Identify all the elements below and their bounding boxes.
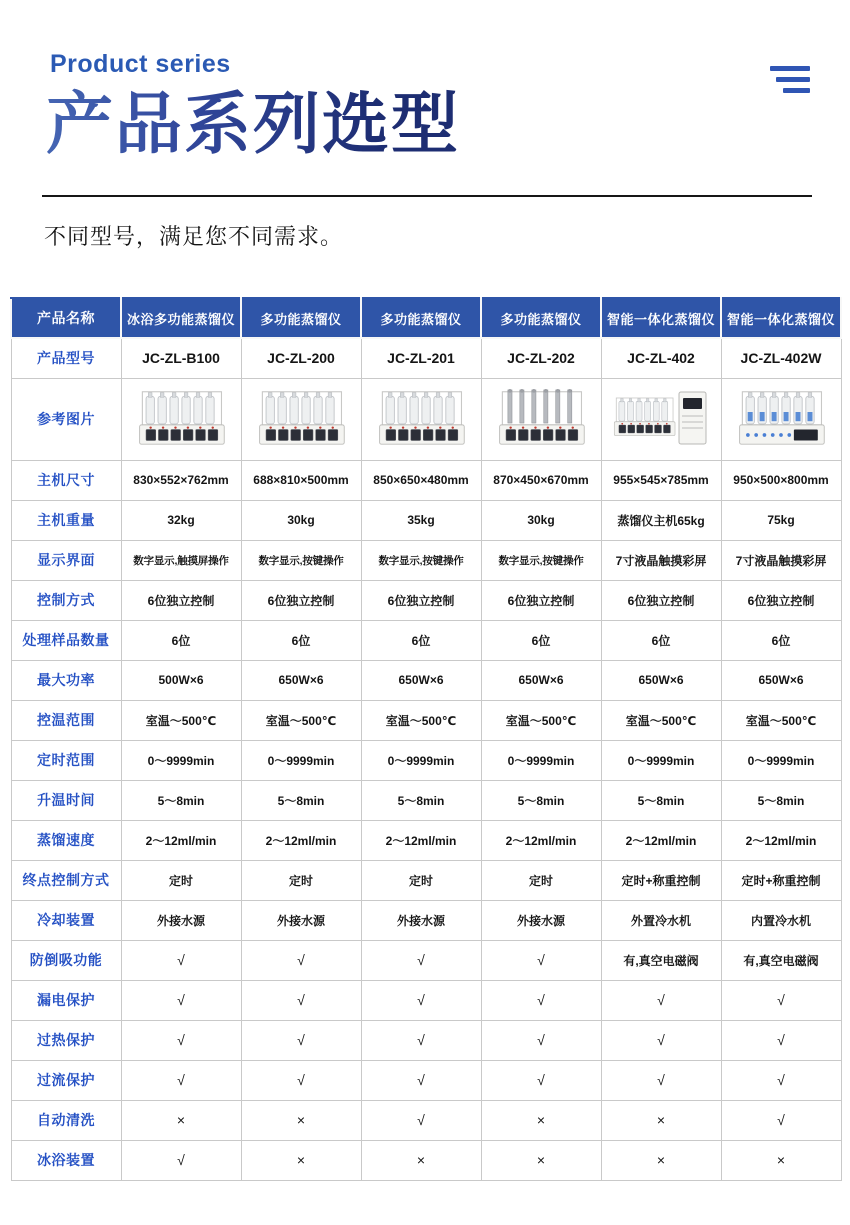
table-cell: 650W×6	[241, 660, 361, 700]
table-cell: √	[481, 1060, 601, 1100]
column-header: 多功能蒸馏仪	[361, 298, 481, 338]
page-subtitle: 不同型号，满足您不同需求。	[44, 224, 344, 249]
table-cell: √	[361, 1020, 481, 1060]
table-cell: 有,真空电磁阀	[601, 940, 721, 980]
table-cell: 850×650×480mm	[361, 460, 481, 500]
row-label: 最大功率	[11, 660, 121, 700]
table-cell: 内置冷水机	[721, 900, 841, 940]
column-header: 冰浴多功能蒸馏仪	[121, 298, 241, 338]
row-label: 自动清洗	[11, 1100, 121, 1140]
row-label: 主机尺寸	[11, 460, 121, 500]
multifunction-distiller-photo	[371, 386, 471, 452]
table-cell: 35kg	[361, 500, 481, 540]
table-cell: JC-ZL-B100	[121, 338, 241, 378]
product-table-head	[11, 298, 841, 338]
table-cell: 外接水源	[241, 900, 361, 940]
column-header: 智能一体化蒸馏仪	[721, 298, 841, 338]
product-table	[10, 297, 842, 1181]
row-label: 产品型号	[11, 338, 121, 378]
table-cell: 6位	[481, 620, 601, 660]
table-cell: ×	[601, 1140, 721, 1180]
table-cell: √	[481, 940, 601, 980]
table-cell: √	[601, 1020, 721, 1060]
table-row	[11, 338, 841, 378]
table-row	[11, 620, 841, 660]
table-row	[11, 1100, 841, 1140]
multifunction-distiller-photo	[251, 386, 351, 452]
table-header-row	[11, 298, 841, 338]
table-cell: 6位独立控制	[721, 580, 841, 620]
table-cell: ×	[121, 1100, 241, 1140]
row-label: 冷却装置	[11, 900, 121, 940]
table-cell: 5～8min	[481, 780, 601, 820]
row-label: 处理样品数量	[11, 620, 121, 660]
table-cell: 2～12ml/min	[241, 820, 361, 860]
table-row	[11, 500, 841, 540]
product-image-cell	[241, 378, 361, 460]
table-cell: 定时+称重控制	[721, 860, 841, 900]
table-row	[11, 900, 841, 940]
table-cell: 定时	[241, 860, 361, 900]
table-cell: 6位	[721, 620, 841, 660]
table-row	[11, 860, 841, 900]
table-cell: √	[121, 980, 241, 1020]
table-cell: 定时	[361, 860, 481, 900]
product-image-cell	[601, 378, 721, 460]
table-cell: √	[121, 1060, 241, 1100]
table-cell: 外置冷水机	[601, 900, 721, 940]
table-cell: 830×552×762mm	[121, 460, 241, 500]
table-row	[11, 460, 841, 500]
table-cell: 75kg	[721, 500, 841, 540]
table-cell: 数字显示,按键操作	[361, 540, 481, 580]
table-cell: 32kg	[121, 500, 241, 540]
table-cell: 蒸馏仪主机65kg	[601, 500, 721, 540]
table-cell: 7寸液晶触摸彩屏	[721, 540, 841, 580]
table-cell: 2～12ml/min	[601, 820, 721, 860]
table-cell: √	[361, 940, 481, 980]
table-cell: 数字显示,按键操作	[481, 540, 601, 580]
row-label: 定时范围	[11, 740, 121, 780]
title-divider	[42, 195, 812, 197]
table-cell: 0～9999min	[721, 740, 841, 780]
table-cell: 6位独立控制	[601, 580, 721, 620]
product-image-cell	[121, 378, 241, 460]
table-cell: 0～9999min	[601, 740, 721, 780]
column-header: 多功能蒸馏仪	[241, 298, 361, 338]
menu-bar	[783, 88, 810, 93]
row-label: 控温范围	[11, 700, 121, 740]
row-label: 显示界面	[11, 540, 121, 580]
table-cell: 500W×6	[121, 660, 241, 700]
table-cell: √	[241, 980, 361, 1020]
table-cell: 30kg	[481, 500, 601, 540]
table-cell: 5～8min	[721, 780, 841, 820]
table-cell: 950×500×800mm	[721, 460, 841, 500]
column-header-label: 产品名称	[11, 298, 121, 338]
table-cell: JC-ZL-201	[361, 338, 481, 378]
table-row	[11, 580, 841, 620]
product-image-cell	[481, 378, 601, 460]
table-cell: 5～8min	[121, 780, 241, 820]
table-cell: JC-ZL-402W	[721, 338, 841, 378]
table-cell: 外接水源	[121, 900, 241, 940]
table-cell: 2～12ml/min	[481, 820, 601, 860]
table-row	[11, 1020, 841, 1060]
table-row	[11, 780, 841, 820]
table-cell: 6位独立控制	[361, 580, 481, 620]
menu-bar	[770, 66, 810, 71]
table-cell: 室温～500℃	[721, 700, 841, 740]
ice-bath-distiller-photo	[131, 386, 231, 452]
table-cell: 外接水源	[481, 900, 601, 940]
table-cell: 955×545×785mm	[601, 460, 721, 500]
product-table-body	[11, 338, 841, 1180]
table-cell: √	[721, 980, 841, 1020]
table-cell: √	[361, 1100, 481, 1140]
table-row	[11, 820, 841, 860]
table-cell: 0～9999min	[481, 740, 601, 780]
table-cell: JC-ZL-200	[241, 338, 361, 378]
table-cell: 650W×6	[361, 660, 481, 700]
table-cell: 定时	[481, 860, 601, 900]
table-cell: √	[241, 1060, 361, 1100]
table-cell: 7寸液晶触摸彩屏	[601, 540, 721, 580]
table-cell: 6位独立控制	[121, 580, 241, 620]
table-cell: 6位	[361, 620, 481, 660]
smart-distiller-photo	[731, 386, 831, 452]
row-label: 过热保护	[11, 1020, 121, 1060]
table-cell: 0～9999min	[361, 740, 481, 780]
table-row	[11, 1140, 841, 1180]
table-cell: √	[601, 1060, 721, 1100]
table-cell: ×	[481, 1140, 601, 1180]
row-label: 蒸馏速度	[11, 820, 121, 860]
table-cell: ×	[481, 1100, 601, 1140]
product-image-cell	[361, 378, 481, 460]
table-row	[11, 700, 841, 740]
menu-bar	[776, 77, 810, 82]
table-cell: √	[361, 980, 481, 1020]
table-cell: 数字显示,触摸屏操作	[121, 540, 241, 580]
table-cell: √	[601, 980, 721, 1020]
page-title: 产品系列选型	[46, 87, 460, 162]
table-cell: 2～12ml/min	[721, 820, 841, 860]
row-label: 参考图片	[11, 378, 121, 460]
table-cell: 数字显示,按键操作	[241, 540, 361, 580]
table-row	[11, 1060, 841, 1100]
menu-icon[interactable]	[770, 66, 810, 93]
table-cell: 2～12ml/min	[121, 820, 241, 860]
table-cell: 0～9999min	[241, 740, 361, 780]
row-label: 升温时间	[11, 780, 121, 820]
row-label: 主机重量	[11, 500, 121, 540]
table-cell: √	[721, 1020, 841, 1060]
table-cell: JC-ZL-202	[481, 338, 601, 378]
table-cell: 5～8min	[361, 780, 481, 820]
table-cell: 室温～500℃	[121, 700, 241, 740]
column-header: 多功能蒸馏仪	[481, 298, 601, 338]
table-cell: 2～12ml/min	[361, 820, 481, 860]
table-row	[11, 660, 841, 700]
table-cell: JC-ZL-402	[601, 338, 721, 378]
table-cell: 有,真空电磁阀	[721, 940, 841, 980]
table-cell: ×	[721, 1140, 841, 1180]
row-label: 冰浴装置	[11, 1140, 121, 1180]
table-cell: 室温～500℃	[241, 700, 361, 740]
table-cell: √	[241, 940, 361, 980]
table-cell: √	[241, 1020, 361, 1060]
row-label: 终点控制方式	[11, 860, 121, 900]
row-label: 防倒吸功能	[11, 940, 121, 980]
table-cell: 0～9999min	[121, 740, 241, 780]
table-cell: 定时+称重控制	[601, 860, 721, 900]
table-row	[11, 378, 841, 460]
row-label: 控制方式	[11, 580, 121, 620]
table-cell: 定时	[121, 860, 241, 900]
table-row	[11, 740, 841, 780]
table-cell: √	[121, 1020, 241, 1060]
table-cell: 6位独立控制	[481, 580, 601, 620]
table-cell: 688×810×500mm	[241, 460, 361, 500]
table-cell: √	[721, 1060, 841, 1100]
table-cell: √	[481, 1020, 601, 1060]
rod-distiller-photo	[491, 386, 591, 452]
table-cell: √	[121, 940, 241, 980]
table-cell: 室温～500℃	[361, 700, 481, 740]
table-cell: 6位	[601, 620, 721, 660]
table-cell: 室温～500℃	[481, 700, 601, 740]
table-cell: ×	[241, 1140, 361, 1180]
table-row	[11, 540, 841, 580]
table-cell: 6位	[241, 620, 361, 660]
table-cell: ×	[601, 1100, 721, 1140]
table-cell: √	[721, 1100, 841, 1140]
distiller-with-chiller-photo	[611, 386, 711, 452]
row-label: 过流保护	[11, 1060, 121, 1100]
table-cell: 5～8min	[601, 780, 721, 820]
table-cell: 30kg	[241, 500, 361, 540]
table-cell: √	[121, 1140, 241, 1180]
eyebrow-text: Product series	[50, 50, 231, 78]
table-cell: 5～8min	[241, 780, 361, 820]
table-cell: √	[481, 980, 601, 1020]
table-cell: 870×450×670mm	[481, 460, 601, 500]
table-cell: 6位	[121, 620, 241, 660]
table-cell: ×	[241, 1100, 361, 1140]
table-cell: 6位独立控制	[241, 580, 361, 620]
table-cell: 室温～500℃	[601, 700, 721, 740]
table-row	[11, 980, 841, 1020]
column-header: 智能一体化蒸馏仪	[601, 298, 721, 338]
table-cell: 外接水源	[361, 900, 481, 940]
table-cell: √	[361, 1060, 481, 1100]
row-label: 漏电保护	[11, 980, 121, 1020]
table-cell: 650W×6	[721, 660, 841, 700]
table-row	[11, 940, 841, 980]
table-cell: 650W×6	[601, 660, 721, 700]
product-image-cell	[721, 378, 841, 460]
table-cell: 650W×6	[481, 660, 601, 700]
table-cell: ×	[361, 1140, 481, 1180]
